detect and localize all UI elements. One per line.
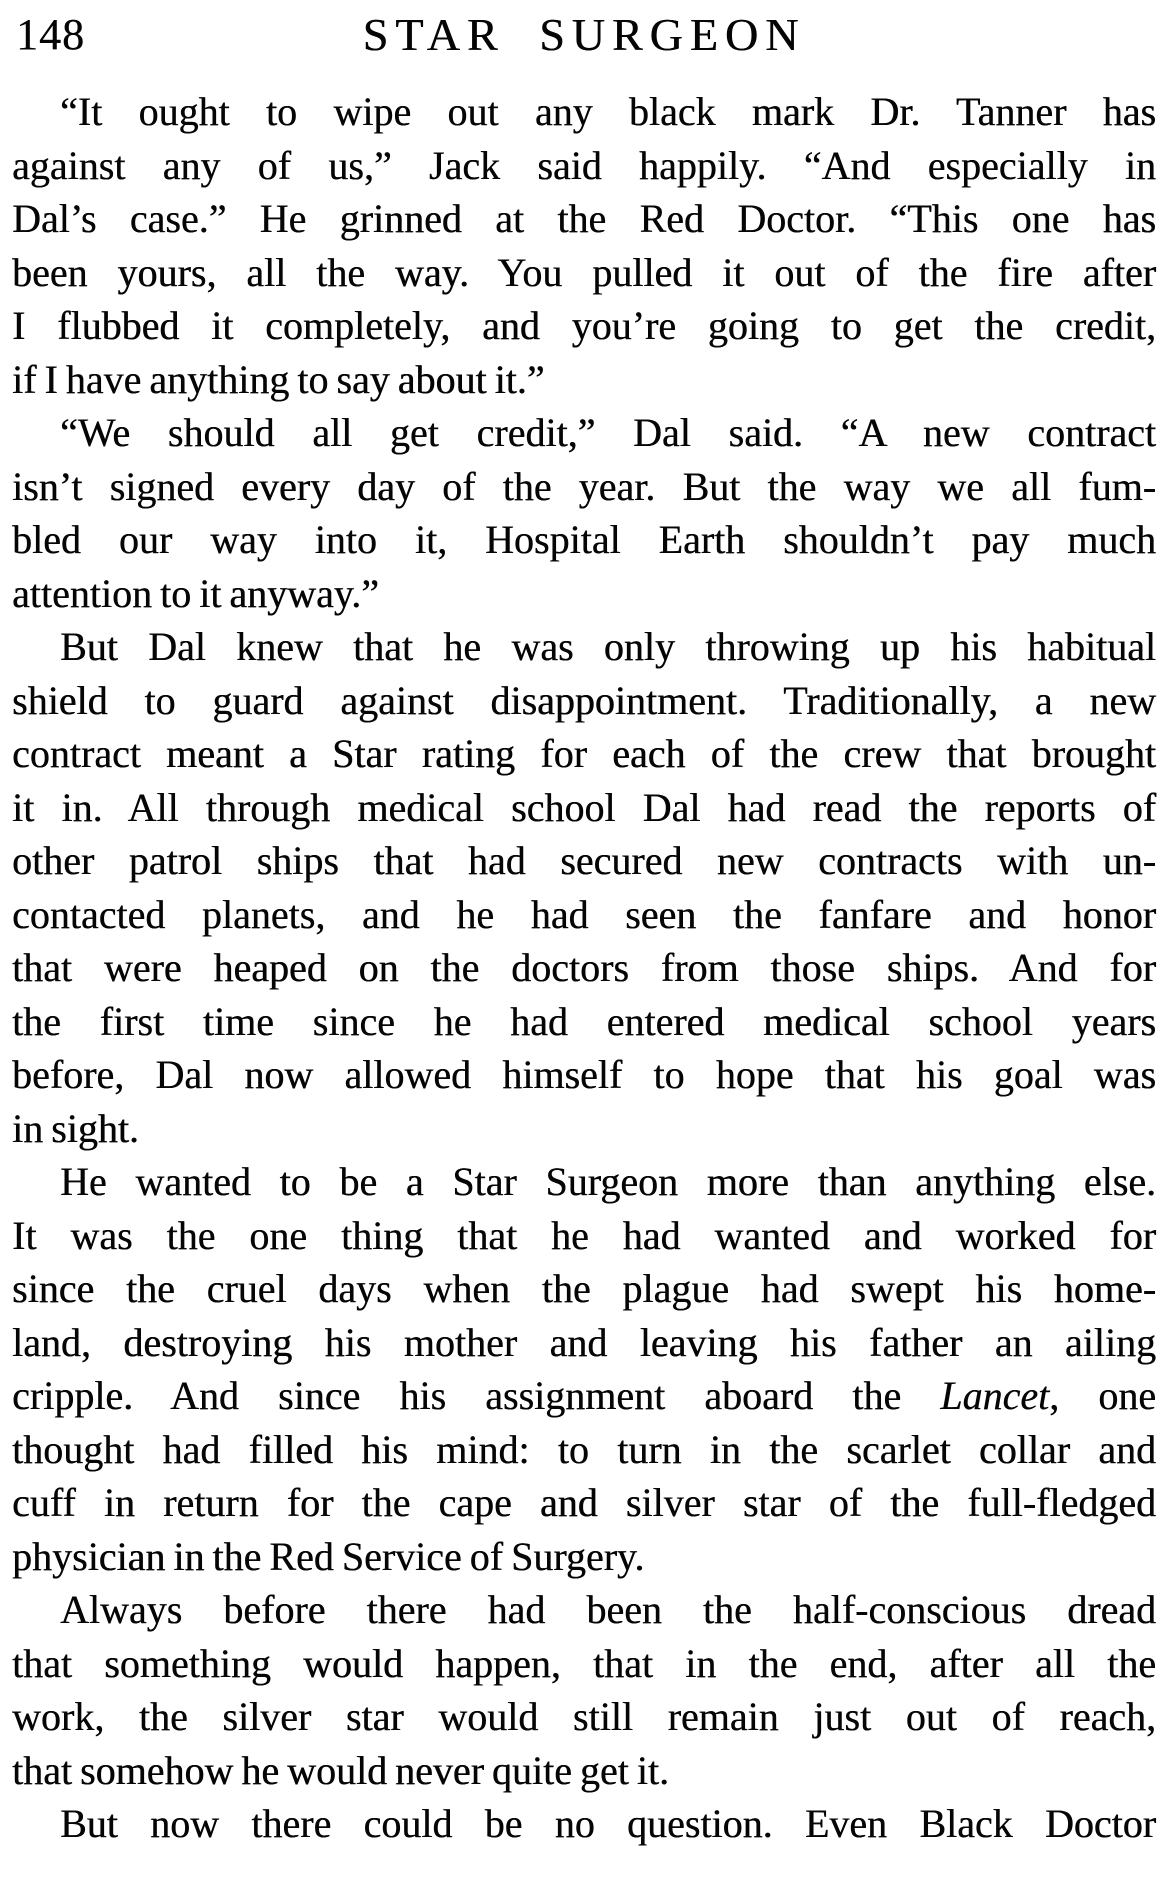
- text-line: contract meant a Star rating for each of the crew that brought: [12, 731, 1156, 776]
- page-body: [12, 85, 1156, 1851]
- text-line: against any of us,” Jack said happily. “And especially in: [12, 142, 1156, 188]
- text-line: since the cruel days when the plague had swept his home-: [12, 1266, 1156, 1311]
- text-line: before, Dal now allowed himself to hope that his goal was: [12, 1052, 1156, 1097]
- text-line: “It ought to wipe out any black mark Dr. Tanner has: [60, 89, 1156, 134]
- plain-text: cripple. And since his assignment aboard the: [12, 1373, 941, 1418]
- text-line: But now there could be no question. Even Black Doctor: [60, 1801, 1156, 1846]
- text-line: Dal’s case.” He grinned at the Red Doctor. “This one has: [12, 196, 1156, 241]
- text-line: that something would happen, that in the end, after all the: [12, 1640, 1156, 1686]
- text-line: bled our way into it, Hospital Earth shouldn’t pay much: [12, 517, 1156, 562]
- running-title: STAR SURGEON: [362, 9, 806, 60]
- text-line: that were heaped on the doctors from those ships. And for: [12, 945, 1156, 990]
- text-line: I flubbed it completely, and you’re going to get the credit,: [12, 303, 1156, 348]
- text-line: if I have anything to say about it.”: [12, 356, 545, 402]
- page-header: [12, 9, 1156, 60]
- text-line: It was the one thing that he had wanted and worked for: [12, 1212, 1156, 1258]
- text-line: in sight.: [12, 1105, 139, 1151]
- text-line: contacted planets, and he had seen the fanfare and honor: [12, 891, 1156, 937]
- text-line: the first time since he had entered medical school years: [12, 998, 1156, 1044]
- text-line: Always before there had been the half-conscious dread: [60, 1587, 1156, 1632]
- plain-text: , one: [1049, 1373, 1156, 1418]
- text-line: it in. All through medical school Dal had read the reports of: [12, 784, 1156, 830]
- text-line: He wanted to be a Star Surgeon more than anything else.: [60, 1159, 1156, 1204]
- text-line: been yours, all the way. You pulled it out of the fire after: [12, 249, 1156, 295]
- text-line: attention to it anyway.”: [12, 570, 379, 616]
- text-line: “We should all get credit,” Dal said. “A new contract: [60, 410, 1156, 455]
- page-number: 148: [16, 10, 85, 59]
- text-line: work, the silver star would still remain just out of reach,: [12, 1694, 1156, 1739]
- text-line: cuff in return for the cape and silver star of the full-fledged: [12, 1480, 1156, 1525]
- text-line: shield to guard against disappointment. Traditionally, a new: [12, 677, 1156, 723]
- text-line: that somehow he would never quite get it.: [12, 1747, 669, 1793]
- text-line: isn’t signed every day of the year. But the way we all fum-: [12, 463, 1156, 509]
- text-line: other patrol ships that had secured new contracts with un-: [12, 838, 1156, 883]
- italic-text: Lancet: [940, 1373, 1050, 1418]
- text-line: thought had filled his mind: to turn in the scarlet collar and: [12, 1426, 1156, 1472]
- text-line: But Dal knew that he was only throwing up his habitual: [60, 624, 1156, 669]
- text-line: [12, 1369, 1156, 1423]
- text-line: physician in the Red Service of Surgery.: [12, 1533, 645, 1579]
- text-line: land, destroying his mother and leaving his father an ailing: [12, 1319, 1156, 1365]
